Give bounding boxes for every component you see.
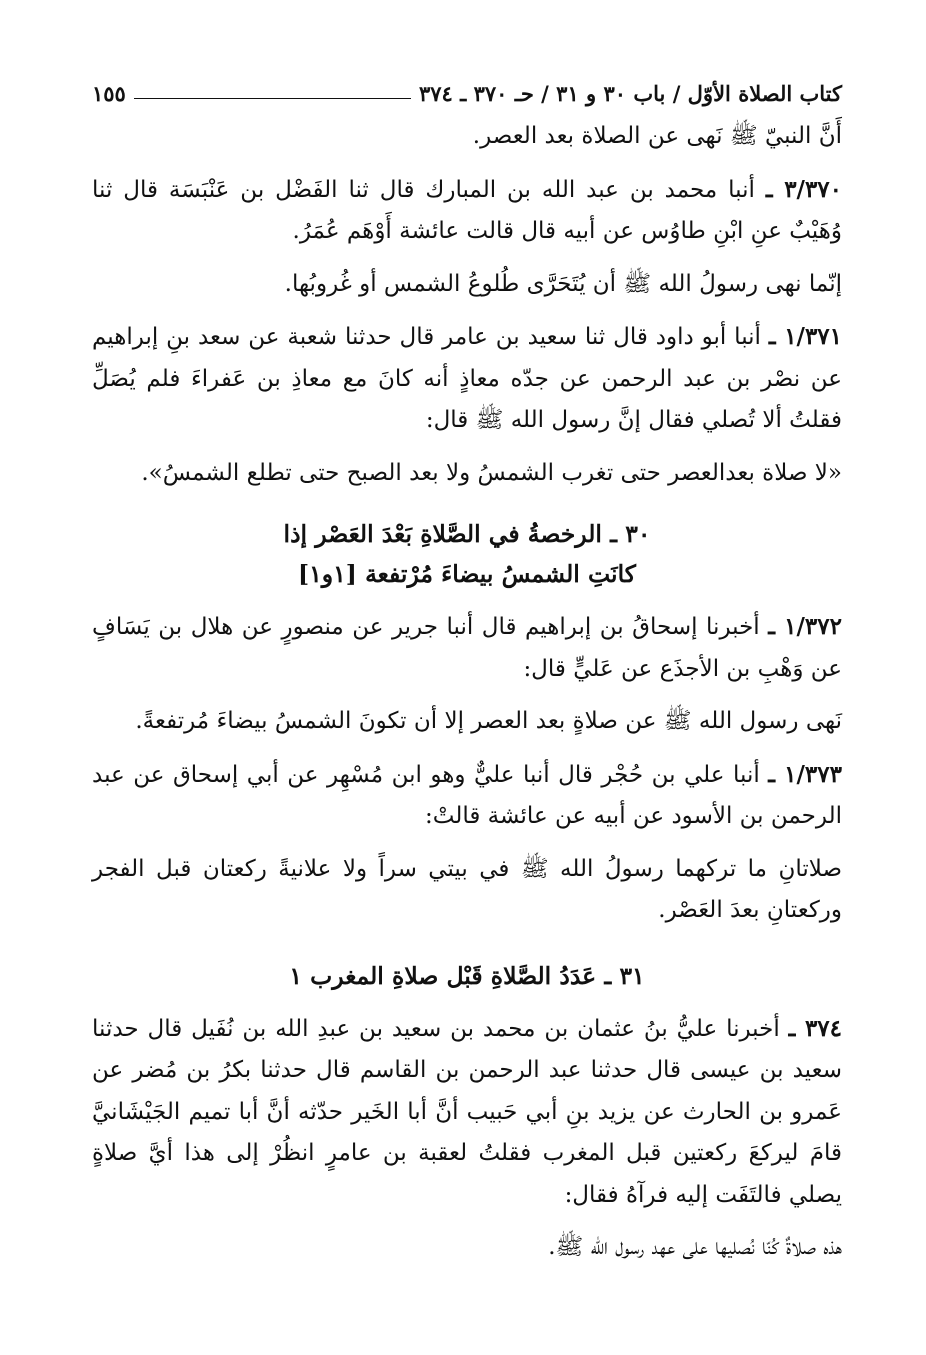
hadith-number: ٣٧٤ ـ (788, 1014, 842, 1042)
paragraph-10 (92, 1227, 842, 1269)
header-rule (134, 98, 411, 99)
hadith-number: ٣/٣٧٠ ـ (765, 175, 843, 203)
chapter-heading-30 (92, 514, 842, 594)
hadith-371 (92, 316, 842, 442)
paragraph-text: إنّما نهى رسولُ الله ﷺ أن يُتَحَرَّى طُلوعُ الشمس أو غُروبُها. (284, 270, 842, 297)
hadith-373 (92, 754, 842, 838)
paragraph-text: صلاتانِ ما تركهما رسولُ الله ﷺ في بيتي سراً ولا علانيةً ركعتان قبل الفجر وركعتانِ بعدَ العَصْر. (92, 855, 842, 923)
hadith-374 (92, 1008, 842, 1217)
paragraph-text: هذه صلاةٌ كُنّا نُصليها على عهد رسول الله ﷺ. (548, 1234, 842, 1260)
paragraph-text: أخبرنا عليُّ بنُ عثمان بن محمد بن سعيد بن عبدِ الله بن نُفَيل قال حدثنا سعيد بن عيسى قال حدثنا عبد الرحمن بن القاسم قال حدثنا بكرُ بن مُضر عن عَمرو بن الحارث عن يزيد بنِ أبي حَبيب أنَّ أبا الخَير حدّثه أنَّ أبا تميم الجَيْشَانيَّ قامَ ليركعَ ركعتين قبل المغرب فقلتُ لعقبة بن عامرٍ انظُرْ إلى هذا أيَّ صلاةٍ يصلي فالتَفَت إليه فرآهُ فقال: (92, 1015, 842, 1208)
paragraph-text: «لا صلاة بعدالعصر حتى تغرب الشمسُ ولا بعد الصبح حتى تطلع الشمسُ». (141, 459, 842, 486)
chapter-heading-31 (92, 956, 842, 996)
document-page (92, 70, 842, 1269)
paragraph-text: أنبا علي بن حُجْر قال أنبا عليٌّ وهو ابن مُسْهِر عن أبي إسحاق عن عبد الرحمن بن الأسود عن أبيه عن عائشة قالتْ: (92, 761, 842, 829)
paragraph-6 (92, 701, 842, 743)
heading-line-1: ٣٠ ـ الرخصةُ في الصَّلاةِ بَعْدَ العَصْر إذا (283, 520, 651, 548)
paragraph-0 (92, 116, 842, 158)
hadith-number: ١/٣٧٣ ـ (768, 760, 842, 788)
paragraph-8 (92, 849, 842, 932)
hadith-370 (92, 169, 842, 253)
running-header (92, 70, 842, 106)
paragraph-4 (92, 453, 842, 495)
heading-line-1: ٣١ ـ عَدَدُ الصَّلاةِ قَبْل صلاةِ المغرب ١ (289, 961, 645, 990)
paragraph-text: أنبا محمد بن عبد الله بن المبارك قال ثنا الفَضْل بن عَنْبَسَة قال ثنا وُهَيْبٌ عنِ ابْنِ طاوُس عن أبيه قال قالت عائشة أَوْهَم عُمَرُ. (92, 176, 842, 244)
hadith-372 (92, 606, 842, 690)
running-title: كتاب الصلاة الأوّل / باب ٣٠ و ٣١ / حـ ٣٧٠ ـ ٣٧٤ (418, 81, 842, 106)
hadith-number: ١/٣٧١ ـ (768, 323, 843, 350)
paragraph-text: نَهى رسول الله ﷺ عن صلاةٍ بعد العصر إلا أن تكونَ الشمسُ بيضاءَ مُرتفعةً. (135, 708, 842, 734)
page-number: ١٥٥ (92, 81, 126, 106)
paragraph-text: أخبرنا إسحاقُ بن إبراهيم قال أنبا جرير عن منصورٍ عن هلال بن يَسَافٍ عن وَهْبِ بن الأجذَع عن عَليٍّ قال: (92, 614, 842, 682)
paragraph-text: أَنَّ النبيّ ﷺ نَهى عن الصلاة بعد العصر. (472, 123, 842, 149)
paragraph-2 (92, 264, 842, 306)
heading-line-2: كانَتِ الشمسُ بيضاءَ مُرْتفعة [١و١] (298, 560, 636, 588)
paragraph-text: أنبا أبو داود قال ثنا سعيد بن عامر قال حدثنا شعبة عن سعد بنِ إبراهيم عن نصْر بن عبد الرحمن عن جدّه معاذٍ أنه كانَ مع معاذِ بن عَفراءَ فلم يُصَلِّ فقلتُ ألا تُصلي فقال إنَّ رسول الله ﷺ قال: (92, 324, 842, 433)
hadith-number: ١/٣٧٢ ـ (768, 613, 842, 640)
